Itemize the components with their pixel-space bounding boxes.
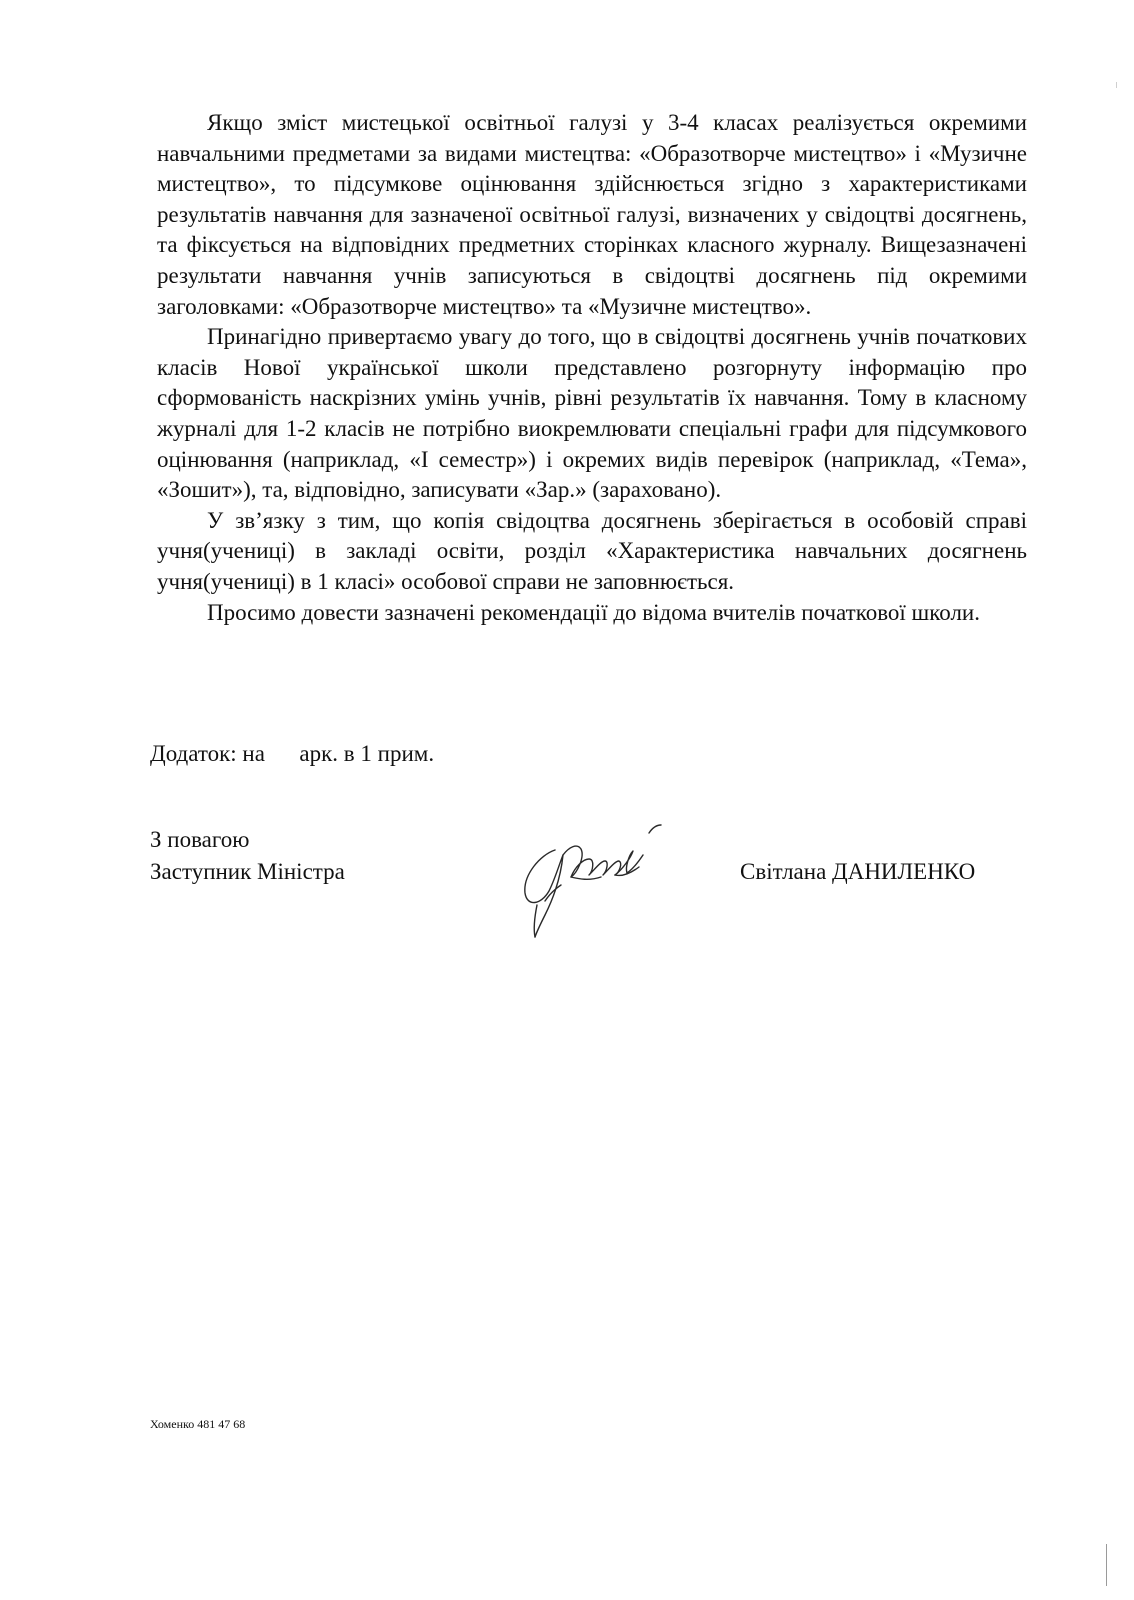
closing-block xyxy=(150,824,345,888)
signature-icon xyxy=(515,815,685,945)
closing-greeting: З повагою xyxy=(150,827,250,852)
attachment-note: Додаток: на арк. в 1 прим. xyxy=(150,741,435,766)
paragraph-achievement-certificate: Принагідно привертаємо увагу до того, що в свідоцтві досягнень учнів початкових класів Нової української школи представлено розгорнуту інформацію про сформованість наскрізних умінь учнів, рівні результатів їх навчання. Тому в класному журналі для 1-2 класів не потрібно виокремлювати спеціальні графи для підсумкового оцінювання (наприклад, «І семестр») і окремих видів перевірок (наприклад, «Тема», «Зошит»), та, відповідно, записувати «Зар.» (зараховано). xyxy=(157,324,1027,503)
paragraph-personal-file: У зв’язку з тим, що копія свідоцтва досягнень зберігається в особовій справі учня(учениці) в закладі освіти, розділ «Характеристика навчальних досягнень учня(учениці) в 1 класі» особової справи не заповнюється. xyxy=(157,507,1027,594)
scan-edge-mark xyxy=(1106,1544,1107,1586)
signer-name: Світлана ДАНИЛЕНКО xyxy=(740,859,976,884)
signer-position: Заступник Міністра xyxy=(150,859,345,884)
letter-body xyxy=(157,108,1027,628)
executor-contact: Хоменко 481 47 68 xyxy=(150,1417,246,1431)
scan-edge-mark xyxy=(1116,82,1117,88)
paragraph-request: Просимо довести зазначені рекомендації до відома вчителів початкової школи. xyxy=(207,599,980,625)
paragraph-art-education: Якщо зміст мистецької освітньої галузі у 3-4 класах реалізується окремими навчальними предметами за видами мистецтва: «Образотворче мистецтво» і «Музичне мистецтво», то підсумкове оцінювання здійснюється згідно з характеристиками результатів навчання для зазначеної освітньої галузі, визначених у свідоцтві досягнень, та фіксується на відповідних предметних сторінках класного журналу. Вищезазначені результати навчання учнів записуються в свідоцтві досягнень під окремими заголовками: «Образотворче мистецтво» та «Музичне мистецтво». xyxy=(157,110,1027,319)
